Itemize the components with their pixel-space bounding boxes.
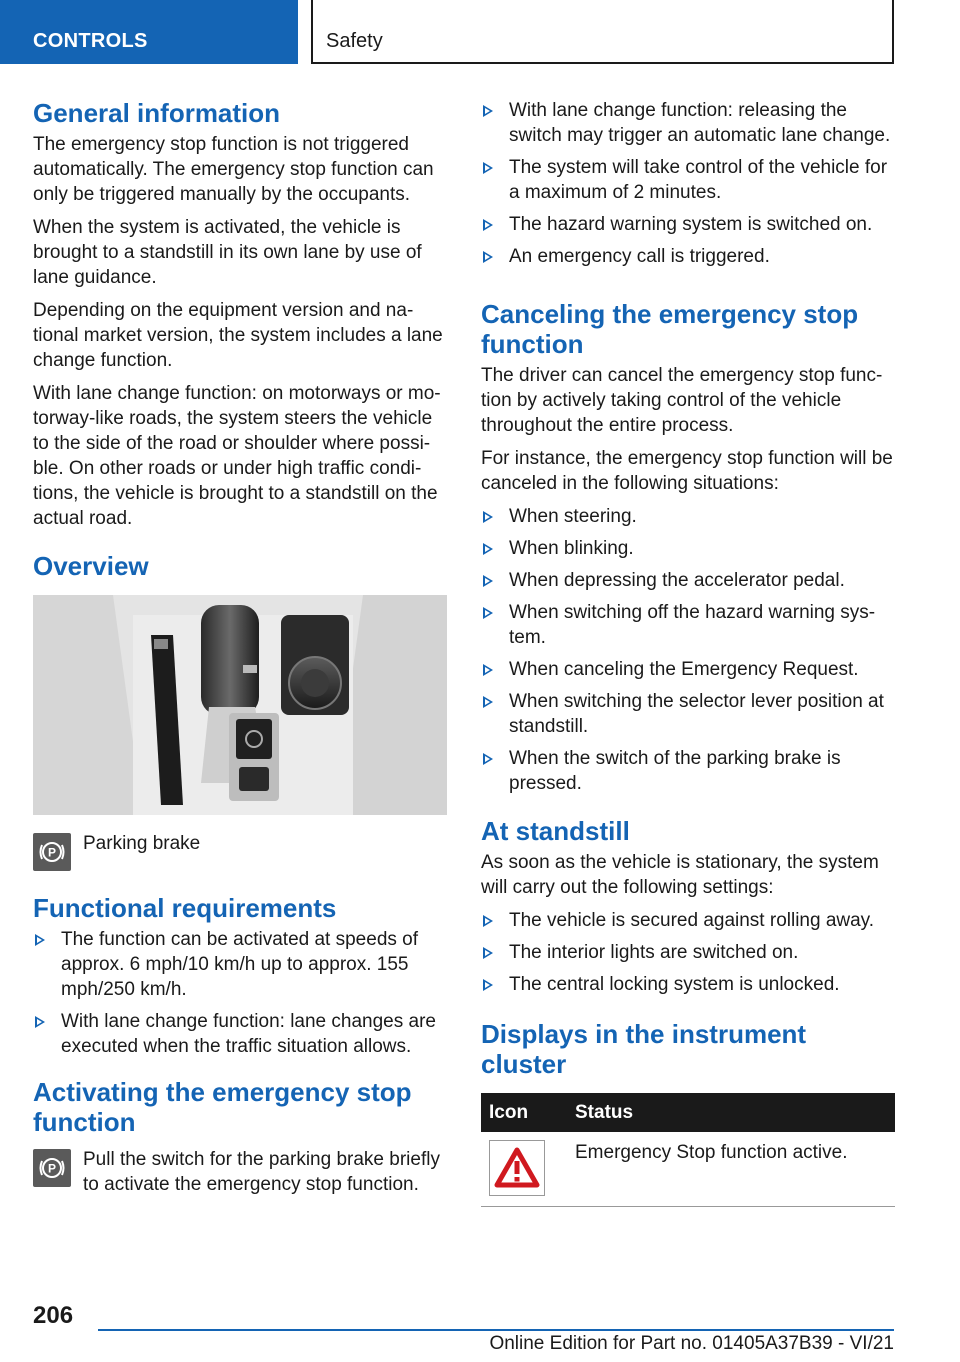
triangle-bullet-icon bbox=[483, 664, 493, 676]
list-item: When blinking. bbox=[481, 536, 895, 561]
requirements-list bbox=[33, 927, 447, 1059]
list-item: The central locking system is unlocked. bbox=[481, 972, 895, 997]
chapter-title: Safety bbox=[326, 30, 383, 52]
triangle-bullet-icon bbox=[483, 947, 493, 959]
indicator-table bbox=[481, 1093, 895, 1207]
canceling-paragraph-2: For instance, the emergency stop function will be canceled in the following situations: bbox=[481, 448, 893, 494]
triangle-bullet-icon bbox=[483, 543, 493, 555]
triangle-bullet-icon bbox=[35, 934, 45, 946]
triangle-bullet-icon bbox=[483, 915, 493, 927]
edition-info: Online Edition for Part no. 01405A37B39 - VI/21 bbox=[489, 1333, 894, 1354]
center-console-photo bbox=[33, 595, 447, 815]
activating-text: Pull the switch for the parking brake briefly to activate the emergency stop function. bbox=[83, 1149, 440, 1195]
list-item: With lane change function: releasing the switch may trigger an automatic lane change. bbox=[481, 98, 895, 148]
left-column bbox=[33, 98, 447, 1219]
activation-effects-list bbox=[481, 98, 895, 269]
svg-text:P: P bbox=[47, 845, 57, 860]
general-paragraph-1: The emergency stop function is not triggered automatically. The emergency stop function can only be triggered manually by the occupants. bbox=[33, 134, 434, 205]
table-header-row bbox=[481, 1093, 895, 1132]
footer-divider bbox=[98, 1329, 894, 1331]
activating-row bbox=[33, 1147, 447, 1197]
list-item: The interior lights are switched on. bbox=[481, 940, 895, 965]
column-header-status: Status bbox=[567, 1093, 895, 1132]
overview-heading: Overview bbox=[33, 551, 149, 581]
chapter-tab bbox=[311, 0, 894, 64]
general-paragraph-2: When the system is activated, the vehicle is brought to a standstill in its own lane by use of lane guidance. bbox=[33, 217, 422, 288]
triangle-bullet-icon bbox=[483, 575, 493, 587]
triangle-bullet-icon bbox=[483, 753, 493, 765]
table-cell-icon bbox=[481, 1132, 567, 1207]
parking-brake-icon bbox=[33, 1149, 71, 1187]
table-cell-status: Emergency Stop function active. bbox=[567, 1132, 895, 1207]
functional-requirements-heading: Functional requirements bbox=[33, 893, 337, 923]
general-paragraph-3: Depending on the equipment version and na‐tional market version, the system includes a lane change function. bbox=[33, 300, 443, 371]
triangle-bullet-icon bbox=[483, 251, 493, 263]
triangle-bullet-icon bbox=[483, 607, 493, 619]
warning-triangle-icon bbox=[489, 1140, 545, 1196]
list-item: When depressing the accelerator pedal. bbox=[481, 568, 895, 593]
list-item: When canceling the Emergency Request. bbox=[481, 657, 895, 682]
svg-text:P: P bbox=[47, 1161, 57, 1176]
list-item: With lane change function: lane changes are executed when the traffic situation allows. bbox=[33, 1009, 447, 1059]
activating-heading: Activating the emergency stop function bbox=[33, 1077, 412, 1137]
center-console-illustration bbox=[33, 595, 447, 815]
general-information-heading: General information bbox=[33, 98, 281, 128]
standstill-heading: At standstill bbox=[481, 816, 630, 846]
triangle-bullet-icon bbox=[483, 162, 493, 174]
page-number: 206 bbox=[33, 1302, 74, 1329]
list-item: The system will take control of the vehicle for a maximum of 2 minutes. bbox=[481, 155, 895, 205]
triangle-bullet-icon bbox=[483, 105, 493, 117]
table-row bbox=[481, 1132, 895, 1207]
list-item: When steering. bbox=[481, 504, 895, 529]
triangle-bullet-icon bbox=[483, 219, 493, 231]
parking-brake-icon bbox=[33, 833, 71, 871]
canceling-heading: Canceling the emergency stop function bbox=[481, 299, 859, 359]
triangle-bullet-icon bbox=[483, 979, 493, 991]
list-item: The vehicle is secured against rolling away. bbox=[481, 908, 895, 933]
list-item: The hazard warning system is switched on. bbox=[481, 212, 895, 237]
list-item: When the switch of the parking brake is pressed. bbox=[481, 746, 895, 796]
list-item: When switching the selector lever position at standstill. bbox=[481, 689, 895, 739]
triangle-bullet-icon bbox=[35, 1016, 45, 1028]
parking-brake-caption-row bbox=[33, 831, 447, 871]
standstill-paragraph: As soon as the vehicle is stationary, the system will carry out the following settings: bbox=[481, 852, 879, 898]
right-column bbox=[481, 98, 895, 1207]
column-header-icon: Icon bbox=[481, 1093, 567, 1132]
canceling-paragraph-1: The driver can cancel the emergency stop func‐tion by actively taking control of the vehicle throughout the entire process. bbox=[481, 365, 883, 436]
parking-brake-caption: Parking brake bbox=[83, 833, 201, 854]
triangle-bullet-icon bbox=[483, 511, 493, 523]
standstill-list bbox=[481, 908, 895, 997]
list-item: An emergency call is triggered. bbox=[481, 244, 895, 269]
triangle-bullet-icon bbox=[483, 696, 493, 708]
displays-heading: Displays in the instrument cluster bbox=[481, 1019, 807, 1079]
canceling-list bbox=[481, 504, 895, 796]
general-paragraph-4: With lane change function: on motorways or mo‐torway-like roads, the system steers the vehicle to the side of the road or shoulder where possi‐ble. On other roads or under high traffic condi‐tions, the vehicle is brought to a standstill on the actual road. bbox=[33, 383, 441, 529]
list-item: When switching off the hazard warning sys‐tem. bbox=[481, 600, 895, 650]
list-item: The function can be activated at speeds of approx. 6 mph/10 km/h up to approx. 155 mph/250 km/h. bbox=[33, 927, 447, 1002]
section-title: CONTROLS bbox=[33, 30, 148, 52]
section-tab bbox=[0, 0, 298, 64]
